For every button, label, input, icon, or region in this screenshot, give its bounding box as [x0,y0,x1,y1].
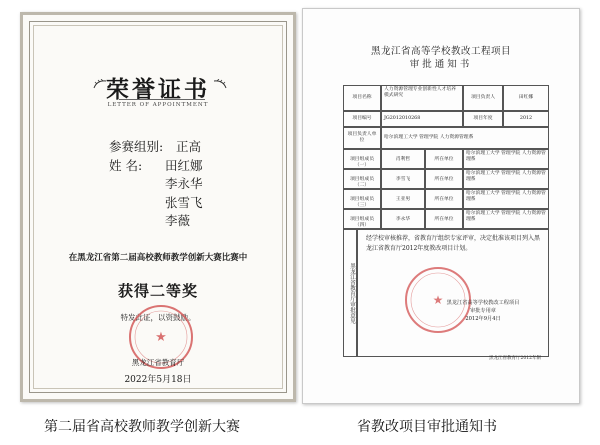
member-unit-label: 所在单位 [425,209,463,229]
member-unit-label: 所在单位 [425,149,463,169]
member-name: 肖利哲 [381,149,425,169]
year-value: 2012 [503,111,549,127]
member-role: 项目组成员（二） [343,169,381,189]
review-label: 黑龙江省教育厅审批意见 [343,229,357,357]
member-unit-label: 所在单位 [425,189,463,209]
leader-label: 项目负责人 [463,85,503,111]
award-text: 获得二等奖 [117,282,198,300]
notice-subtitle: 审批通知书 [409,59,473,70]
member-role: 项目组成员（一） [343,149,381,169]
group-value: 正高 [176,139,202,154]
member-unit: 哈尔滨理工大学 管理学院 人力资源管理系 [463,189,549,209]
certificate-title: 荣誉证书 [106,76,210,103]
names-label: 姓 名: [109,158,143,173]
notice-title: 黑龙江省高等学校教改工程项目 [370,46,511,57]
signature-line-1: 黑龙江省高等学校教改工程项目 [446,300,520,306]
signature-line-2: 审批专用章 [470,308,496,314]
project-no-value: JG2012010268 [381,111,463,127]
honor-certificate [20,12,296,402]
leader-unit-value: 哈尔滨理工大学 管理学院 人力资源管理系 [381,127,549,149]
year-label: 项目年度 [463,111,503,127]
issue-date: 2022年5月18日 [124,375,192,385]
member-name: 张雪飞 [165,195,203,210]
member-role: 项目组成员（三） [343,189,381,209]
member-name: 李永华 [165,176,203,191]
group-label: 参赛组别: [109,139,164,154]
right-caption: 省教改项目审批通知书 [357,419,497,435]
competition-text: 在黑龙江省第二届高校教师教学创新大赛比赛中 [68,253,248,263]
notice-footer: 黑龙江省教育厅2012年制 [489,356,541,361]
leader-unit-label: 项目负责人单位 [343,127,381,149]
member-name: 李永华 [381,209,425,229]
member-name: 王亚男 [381,189,425,209]
member-unit: 哈尔滨理工大学 管理学院 人力资源管理系 [463,149,549,169]
project-name-label: 项目名称 [343,85,381,111]
certificate-subtitle: LETTER OF APPOINTMENT [107,102,209,108]
subtitle-divider [119,99,205,100]
leader-value: 田红娜 [503,85,549,111]
issuer-name: 黑龙江省教育厅 [131,358,185,367]
honor-text: 特发此证，以资鼓励。 [120,313,196,322]
project-no-label: 项目编号 [343,111,381,127]
member-unit-label: 所在单位 [425,169,463,189]
project-name-value: 人力资源管理专业创新性人才培养模式研究 [381,85,463,111]
approval-notice [302,8,580,404]
member-role: 项目组成员（四） [343,209,381,229]
member-name: 田红娜 [165,158,203,173]
review-opinion: 经学校审核推荐，省教育厅组织专家评审，决定批准该项目列入黑龙江省教育厅2012年度教改项目计划。 [366,235,541,252]
svg-text:★: ★ [155,330,167,345]
member-name: 李薇 [165,213,191,228]
member-unit: 哈尔滨理工大学 管理学院 人力资源管理系 [463,209,549,229]
member-unit: 哈尔滨理工大学 管理学院 人力资源管理系 [463,169,549,189]
member-name: 李雪飞 [381,169,425,189]
svg-text:★: ★ [432,293,444,307]
left-caption: 第二届省高校教师教学创新大赛 [44,419,240,435]
signature-date: 2012年9月4日 [465,316,501,322]
